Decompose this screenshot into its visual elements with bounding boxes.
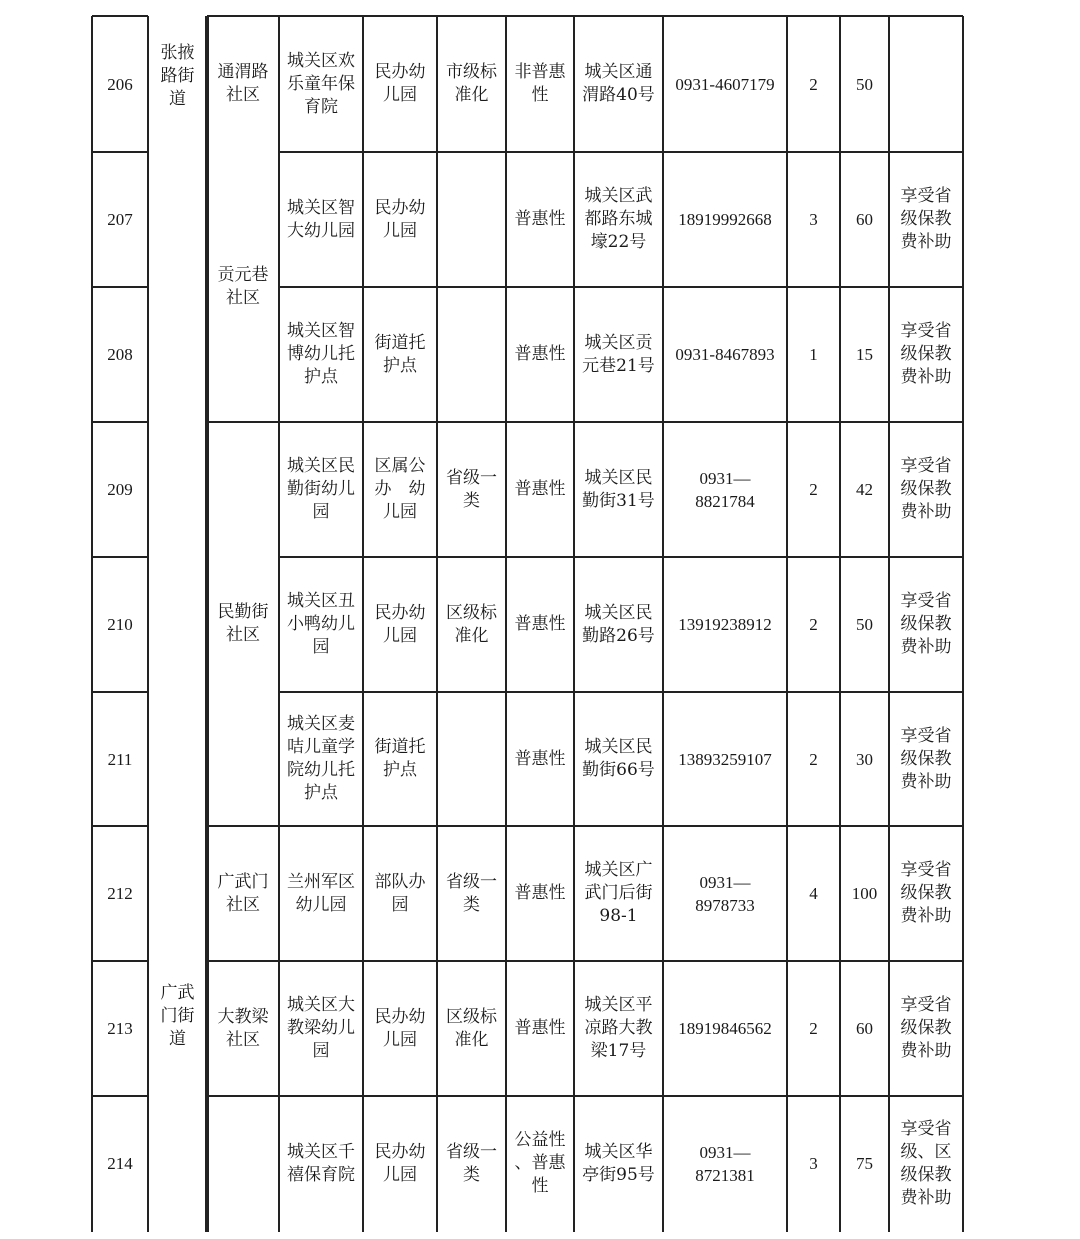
- class-count: 2: [809, 749, 818, 769]
- benefit-nature: 普惠性: [514, 209, 566, 229]
- subsidy-note: 享受省 级保教 费补助: [900, 186, 952, 252]
- benefit-nature: 普惠性: [514, 344, 566, 364]
- grade-level: 省级一 类: [446, 871, 497, 915]
- kindergarten-name: 城关区民 勤街幼儿 园: [287, 456, 355, 522]
- grade-level: 省级一 类: [446, 1141, 497, 1185]
- grade-level: [437, 287, 506, 422]
- address: 城关区民 勤路26号: [582, 602, 655, 646]
- phone-number: 18919992668: [678, 210, 772, 229]
- enrollment-count: 100: [851, 884, 878, 903]
- row-number: 209: [107, 480, 133, 499]
- enrollment-count: 15: [856, 345, 873, 364]
- class-count: 3: [809, 210, 818, 229]
- enrollment-count: 42: [856, 480, 873, 499]
- benefit-nature: 非普惠 性: [514, 62, 566, 105]
- school-type: 民办幼 儿园: [374, 197, 426, 241]
- row-number: 207: [107, 210, 133, 229]
- phone-number: 0931— 8721381: [695, 1142, 755, 1185]
- subsidy-note: 享受省 级保教 费补助: [900, 995, 952, 1061]
- community-name: 贡元巷 社区: [217, 265, 269, 308]
- row-number: 208: [107, 345, 133, 364]
- class-count: 1: [809, 345, 818, 364]
- enrollment-count: 60: [856, 1019, 873, 1038]
- grade-level: 区级标 准化: [446, 602, 497, 646]
- grade-level: 省级一 类: [446, 467, 497, 511]
- kindergarten-name: 城关区智 博幼儿托 护点: [287, 321, 355, 387]
- enrollment-count: 60: [856, 210, 873, 229]
- community-name: 大教梁 社区: [217, 1006, 269, 1050]
- school-type: 民办幼 儿园: [374, 1006, 426, 1050]
- street-name: 广武 门街 道: [160, 982, 195, 1049]
- phone-number: 0931-8467893: [675, 345, 775, 364]
- benefit-nature: 普惠性: [514, 479, 566, 499]
- school-type: 民办幼 儿园: [374, 1141, 426, 1185]
- school-type: 民办幼 儿园: [374, 602, 426, 646]
- enrollment-count: 30: [856, 749, 873, 769]
- subsidy-note: [889, 16, 963, 152]
- street-name: 张掖 路街 道: [160, 42, 195, 109]
- address: 城关区广 武门后街 98-1: [584, 860, 653, 926]
- kindergarten-name: 兰州军区 幼儿园: [287, 871, 355, 915]
- row-number: 214: [107, 1154, 133, 1173]
- address: 城关区平 凉路大教 梁17号: [584, 995, 653, 1061]
- phone-number: 18919846562: [678, 1019, 772, 1038]
- class-count: 2: [809, 615, 818, 634]
- kindergarten-name: 城关区千 禧保育院: [287, 1141, 355, 1185]
- school-type: 街道托 护点: [374, 332, 426, 376]
- kindergarten-name: 城关区麦 咭儿童学 院幼儿托 护点: [287, 714, 355, 803]
- address: 城关区华 亭街95号: [582, 1141, 655, 1185]
- enrollment-count: 75: [856, 1154, 873, 1173]
- grade-level: [437, 152, 506, 287]
- row-number: 210: [107, 615, 133, 634]
- benefit-nature: 普惠性: [514, 883, 566, 903]
- benefit-nature: 普惠性: [514, 1018, 566, 1038]
- subsidy-note: 享受省 级、区 级保教 费补助: [900, 1118, 952, 1208]
- benefit-nature: 普惠性: [514, 614, 566, 634]
- school-type: 区属公 办 幼 儿园: [374, 456, 426, 522]
- community-name: 民勤街 社区: [217, 602, 269, 645]
- benefit-nature: 公益性 、普惠 性: [514, 1130, 566, 1196]
- school-type: 民办幼 儿园: [374, 62, 426, 105]
- address: 城关区贡 元巷21号: [582, 332, 655, 376]
- address: 城关区民 勤街66号: [582, 737, 655, 780]
- grade-level: [437, 692, 506, 826]
- row-number: 206: [107, 74, 133, 94]
- community-name: 通渭路 社区: [217, 62, 269, 105]
- kindergarten-name: 城关区智 大幼儿园: [287, 197, 355, 241]
- kindergarten-name: 城关区大 教梁幼儿 园: [287, 995, 355, 1061]
- class-count: 2: [809, 74, 818, 94]
- phone-number: 13919238912: [678, 615, 772, 634]
- class-count: 2: [809, 480, 818, 499]
- community-name: [207, 1096, 279, 1231]
- row-number: 213: [107, 1019, 133, 1038]
- class-count: 3: [809, 1154, 818, 1173]
- enrollment-count: 50: [856, 615, 873, 634]
- row-number: 211: [107, 749, 133, 769]
- phone-number: 0931— 8821784: [695, 468, 755, 511]
- grade-level: 区级标 准化: [446, 1006, 497, 1050]
- kindergarten-name: 城关区欢 乐童年保 育院: [287, 50, 355, 117]
- subsidy-note: 享受省 级保教 费补助: [900, 591, 952, 657]
- phone-number: 13893259107: [678, 749, 772, 769]
- subsidy-note: 享受省 级保教 费补助: [900, 860, 952, 926]
- phone-number: 0931— 8978733: [695, 872, 755, 915]
- subsidy-note: 享受省 级保教 费补助: [900, 456, 952, 522]
- address: 城关区武 都路东城 壕22号: [584, 186, 653, 252]
- row-number: 212: [107, 884, 133, 903]
- enrollment-count: 50: [856, 74, 873, 94]
- address: 城关区民 勤街31号: [582, 467, 655, 511]
- school-type: 部队办 园: [374, 871, 426, 915]
- grade-level: 市级标 准化: [446, 62, 497, 105]
- school-type: 街道托 护点: [374, 737, 426, 780]
- address: 城关区通 渭路40号: [582, 62, 655, 105]
- kindergarten-name: 城关区丑 小鸭幼儿 园: [287, 591, 355, 657]
- benefit-nature: 普惠性: [514, 748, 566, 769]
- class-count: 4: [809, 884, 818, 903]
- subsidy-note: 享受省 级保教 费补助: [900, 725, 952, 792]
- subsidy-note: 享受省 级保教 费补助: [900, 321, 952, 387]
- phone-number: 0931-4607179: [675, 74, 775, 94]
- class-count: 2: [809, 1019, 818, 1038]
- community-name: 广武门 社区: [217, 871, 269, 915]
